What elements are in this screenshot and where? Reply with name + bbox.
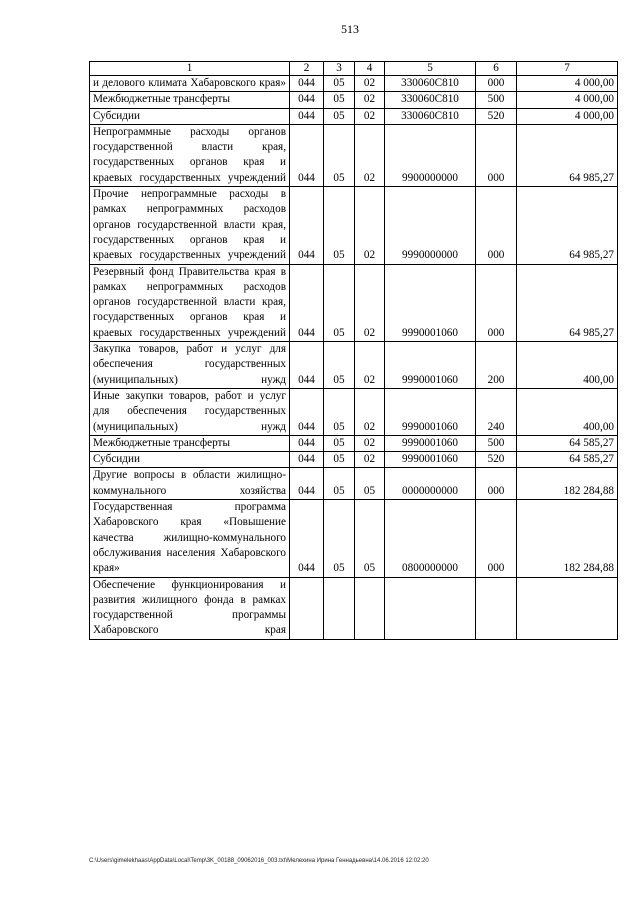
file-path-footer: C:\Users\gimelekhaas\AppData\Local\Temp\3K_00188_09062016_003.txt\Мелехина Ирина Геннадьевна\14.06.2016 12:02:20 [89,858,429,864]
row-amount: 182 284,88 [517,500,618,577]
row-code-c6: 000 [476,500,517,577]
row-description: Государственная программа Хабаровского края «Повышение качества жилищно-коммунального обслуживания населения Хабаровского края» [90,500,290,577]
row-code-c3: 05 [324,187,355,264]
column-header: 4 [355,62,385,76]
row-code-c2: 044 [290,124,324,186]
row-code-c5: 330060С810 [385,76,476,92]
row-description: Прочие непрограммные расходы в рамках непрограммных расходов органов государственной власти края, государственных органов края и краевых государственных учреждений [90,187,290,264]
row-code-c5: 9990001060 [385,452,476,468]
row-code-c4: 02 [355,264,385,341]
row-amount: 182 284,88 [517,468,618,500]
row-amount: 400,00 [517,388,618,435]
row-description: Межбюджетные трансферты [90,92,290,108]
row-code-c3: 05 [324,500,355,577]
table-row [90,435,618,451]
row-code-c2: 044 [290,108,324,124]
row-code-c4: 02 [355,108,385,124]
row-code-c5: 0000000000 [385,468,476,500]
row-code-c5: 330060С810 [385,92,476,108]
table-row [90,264,618,341]
table-body [90,76,618,640]
row-code-c2: 044 [290,435,324,451]
row-description: Закупка товаров, работ и услуг для обеспечения государственных (муниципальных) нужд [90,342,290,389]
row-code-c2: 044 [290,264,324,341]
column-header: 5 [385,62,476,76]
table-row [90,468,618,500]
table-row [90,108,618,124]
table-row [90,452,618,468]
table-row [90,124,618,186]
row-code-c4: 02 [355,76,385,92]
row-code-c3 [324,577,355,639]
row-description: Субсидии [90,452,290,468]
budget-table [89,61,618,640]
row-code-c2: 044 [290,187,324,264]
row-amount: 4 000,00 [517,76,618,92]
row-code-c2: 044 [290,452,324,468]
row-code-c4: 02 [355,388,385,435]
row-code-c6: 000 [476,264,517,341]
table-row [90,388,618,435]
row-code-c5: 9990001060 [385,388,476,435]
row-amount: 4 000,00 [517,108,618,124]
row-code-c3: 05 [324,435,355,451]
row-code-c5: 9990000000 [385,187,476,264]
row-description: и делового климата Хабаровского края» [90,76,290,92]
table-row [90,577,618,639]
row-code-c6: 520 [476,108,517,124]
row-code-c5 [385,577,476,639]
row-code-c4: 02 [355,124,385,186]
table-row [90,500,618,577]
row-code-c2 [290,577,324,639]
row-code-c6: 000 [476,76,517,92]
row-code-c4: 05 [355,468,385,500]
row-code-c4: 02 [355,187,385,264]
row-code-c2: 044 [290,92,324,108]
row-code-c6: 000 [476,187,517,264]
row-description: Иные закупки товаров, работ и услуг для обеспечения государственных (муниципальных) нужд [90,388,290,435]
row-code-c4: 05 [355,500,385,577]
column-header: 1 [90,62,290,76]
row-code-c4: 02 [355,92,385,108]
row-code-c6: 500 [476,92,517,108]
row-code-c5: 330060С810 [385,108,476,124]
row-code-c4 [355,577,385,639]
row-code-c4: 02 [355,342,385,389]
row-amount: 64 985,27 [517,124,618,186]
row-amount: 64 585,27 [517,435,618,451]
row-description: Межбюджетные трансферты [90,435,290,451]
row-code-c5: 9990001060 [385,342,476,389]
row-amount: 4 000,00 [517,92,618,108]
row-code-c3: 05 [324,124,355,186]
row-description: Непрограммные расходы органов государственной власти края, государственных органов края и краевых государственных учреждений [90,124,290,186]
column-header: 2 [290,62,324,76]
table-header-row [90,62,618,76]
row-code-c4: 02 [355,452,385,468]
column-header: 3 [324,62,355,76]
row-amount: 64 985,27 [517,187,618,264]
row-code-c2: 044 [290,342,324,389]
row-code-c6: 000 [476,468,517,500]
row-description: Обеспечение функционирования и развития жилищного фонда в рамках государственной программы Хабаровского края [90,577,290,639]
row-code-c4: 02 [355,435,385,451]
row-code-c6: 500 [476,435,517,451]
row-code-c3: 05 [324,108,355,124]
row-description: Субсидии [90,108,290,124]
table-row [90,76,618,92]
row-description: Резервный фонд Правительства края в рамках непрограммных расходов органов государственной власти края, государственных органов края и краевых государственных учреждений [90,264,290,341]
row-code-c5: 9900000000 [385,124,476,186]
table-row [90,92,618,108]
row-code-c2: 044 [290,76,324,92]
row-code-c6 [476,577,517,639]
row-code-c5: 0800000000 [385,500,476,577]
row-amount: 400,00 [517,342,618,389]
row-code-c6: 200 [476,342,517,389]
row-code-c6: 000 [476,124,517,186]
row-code-c3: 05 [324,76,355,92]
row-code-c3: 05 [324,264,355,341]
row-code-c3: 05 [324,342,355,389]
row-code-c6: 240 [476,388,517,435]
row-code-c3: 05 [324,468,355,500]
row-code-c5: 9990001060 [385,264,476,341]
column-header: 7 [517,62,618,76]
page-number: 513 [341,22,359,36]
row-amount: 64 585,27 [517,452,618,468]
row-code-c3: 05 [324,452,355,468]
row-code-c2: 044 [290,500,324,577]
row-code-c3: 05 [324,92,355,108]
row-code-c6: 520 [476,452,517,468]
row-code-c2: 044 [290,468,324,500]
row-description: Другие вопросы в области жилищно-коммунального хозяйства [90,468,290,500]
row-amount [517,577,618,639]
row-code-c3: 05 [324,388,355,435]
row-code-c2: 044 [290,388,324,435]
column-header: 6 [476,62,517,76]
table-row [90,342,618,389]
row-code-c5: 9990001060 [385,435,476,451]
table-row [90,187,618,264]
row-amount: 64 985,27 [517,264,618,341]
